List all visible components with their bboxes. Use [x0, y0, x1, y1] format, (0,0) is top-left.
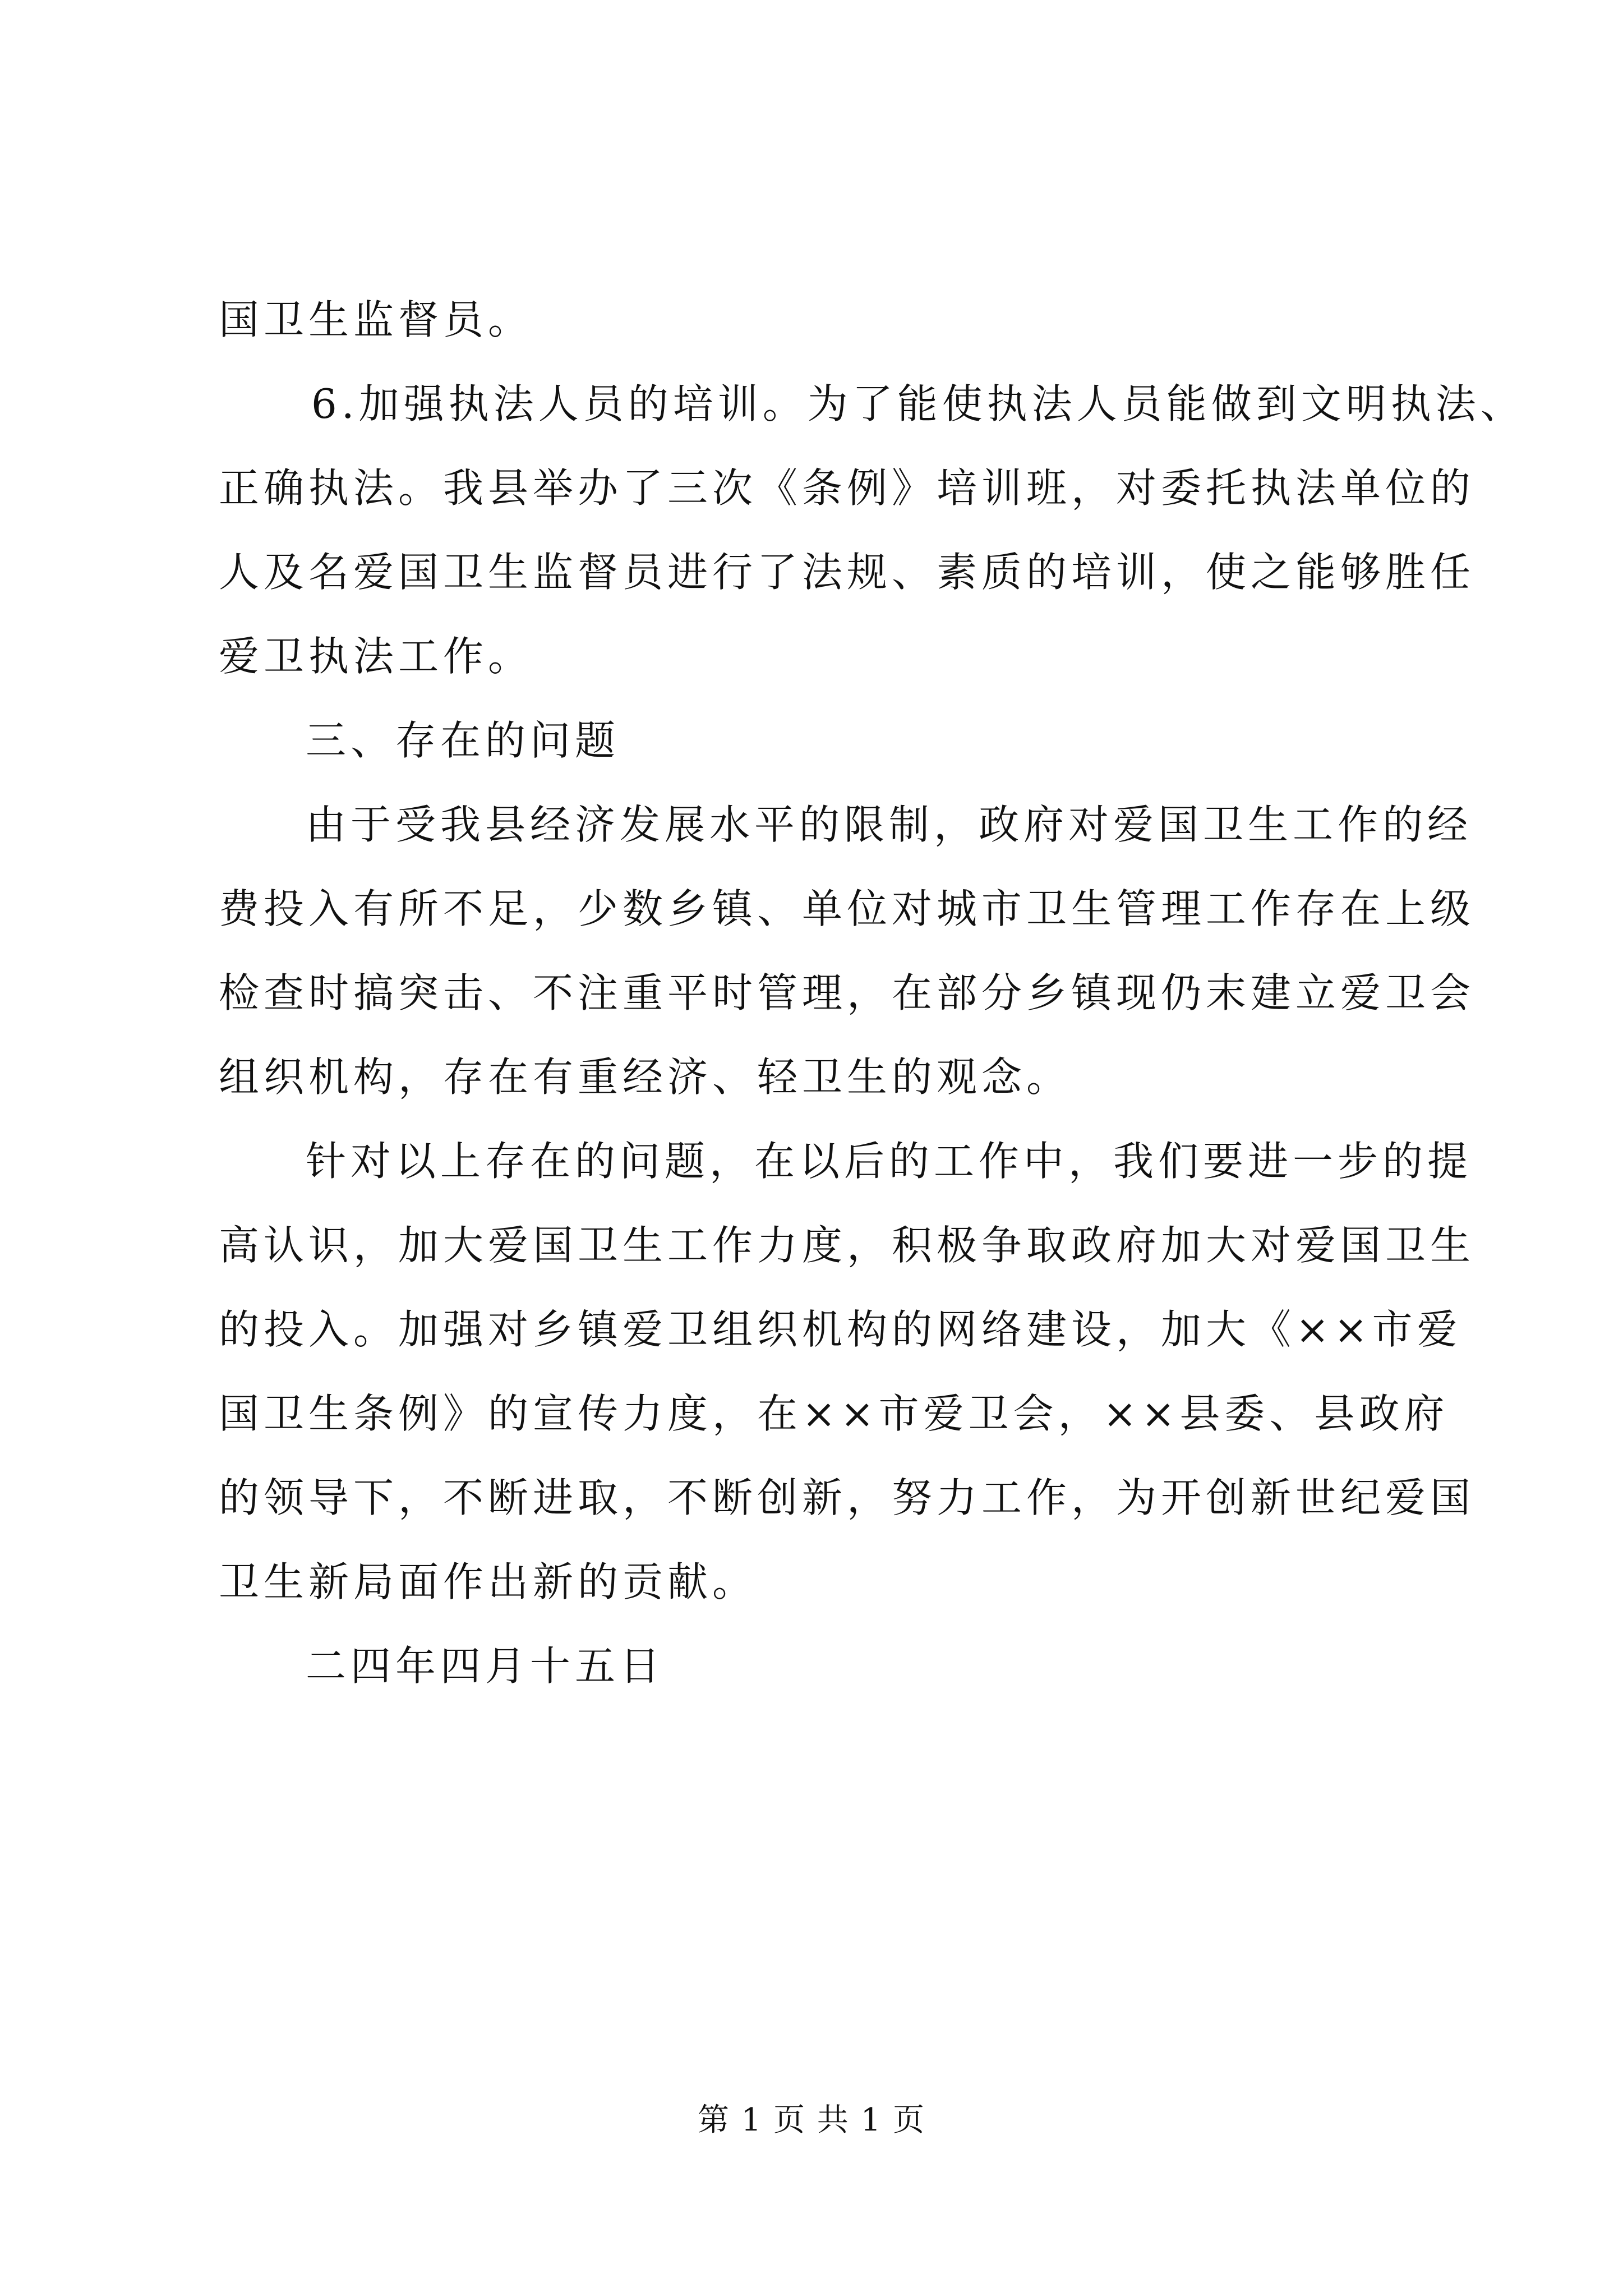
text-line: 的投入。加强对乡镇爱卫组织机构的网络建设，加大《××市爱 — [219, 1306, 1462, 1353]
page-footer: 第 1 页 共 1 页 — [697, 2102, 926, 2138]
text-line: 检查时搞突击、不注重平时管理，在部分乡镇现仍末建立爱卫会 — [219, 969, 1476, 1016]
text-line: 国卫生监督员。 — [219, 296, 533, 343]
section-heading: 三、存在的问题 — [306, 717, 620, 764]
text-line: 人及名爱国卫生监督员进行了法规、素质的培训，使之能够胜任 — [219, 549, 1476, 596]
text-line: 由于受我县经济发展水平的限制，政府对爱国卫生工作的经 — [306, 801, 1473, 848]
text-line: 针对以上存在的问题，在以后的工作中，我们要进一步的提 — [306, 1138, 1473, 1185]
text-line: 国卫生条例》的宣传力度，在××市爱卫会，××县委、县政府 — [219, 1390, 1449, 1437]
text-line: 组织机构，存在有重经济、轻卫生的观念。 — [219, 1053, 1072, 1101]
date-line: 二四年四月十五日 — [306, 1642, 665, 1690]
text-line: 的领导下，不断进取，不断创新，努力工作，为开创新世纪爱国 — [219, 1474, 1476, 1521]
text-line: 爱卫执法工作。 — [219, 633, 533, 680]
text-line: 费投入有所不足，少数乡镇、单位对城市卫生管理工作存在上级 — [219, 885, 1476, 932]
text-line: 正确执法。我县举办了三次《条例》培训班，对委托执法单位的 — [219, 464, 1476, 512]
text-line: 高认识，加大爱国卫生工作力度，积极争取政府加大对爱国卫生 — [219, 1222, 1476, 1269]
text-line: 卫生新局面作出新的贡献。 — [219, 1558, 758, 1605]
text-line: 6.加强执法人员的培训。为了能使执法人员能做到文明执法、 — [311, 380, 1525, 427]
